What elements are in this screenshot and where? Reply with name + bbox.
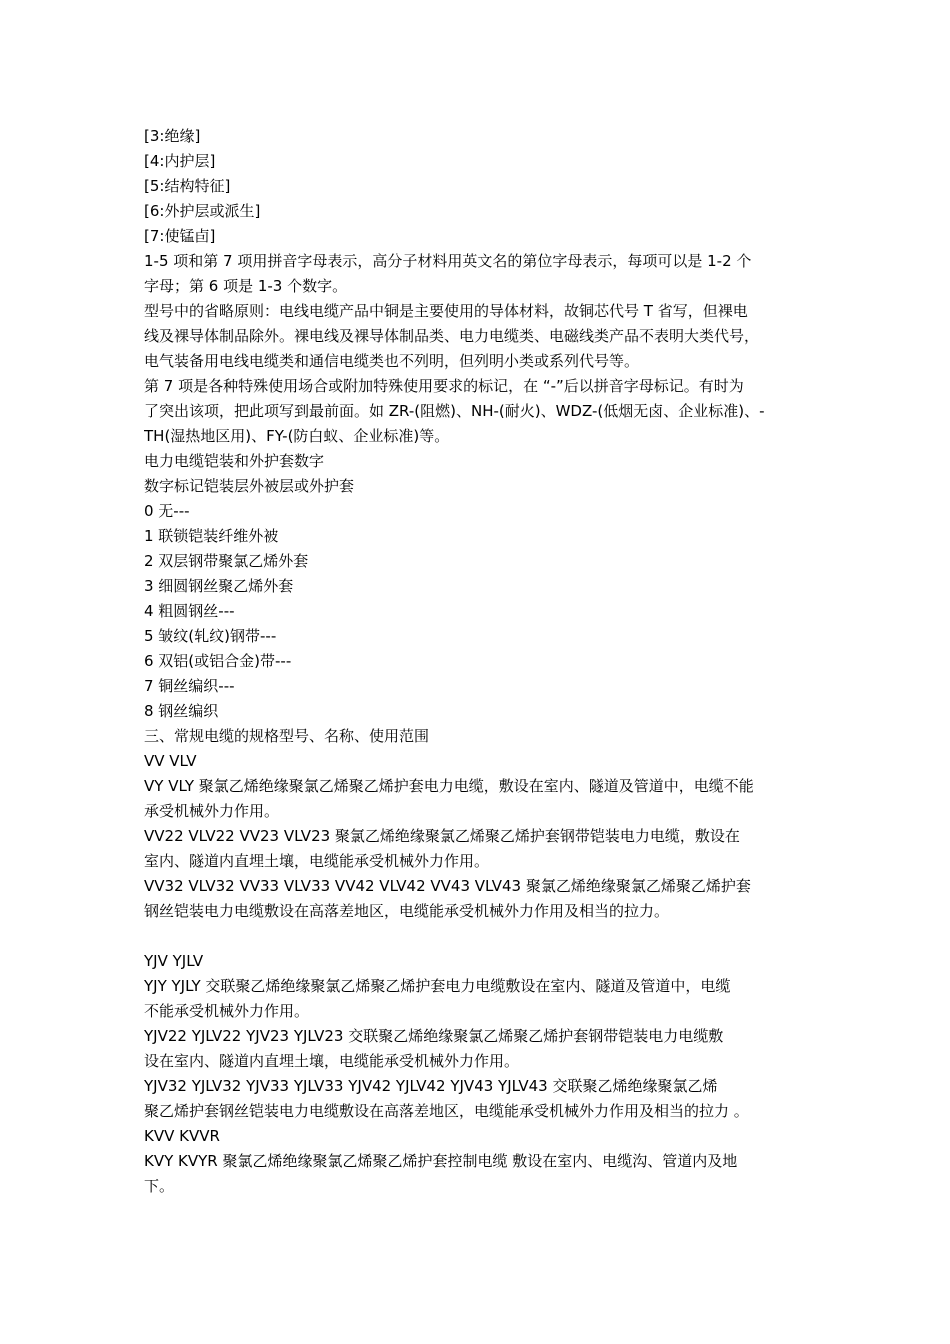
text-line: 线及裸导体制品除外。裸电线及裸导体制品类、电力电缆类、电磁线类产品不表明大类代号，: [144, 327, 760, 345]
text-line: 聚乙烯护套钢丝铠装电力电缆敷设在高落差地区，电缆能承受机械外力作用及相当的拉力 。: [144, 1102, 749, 1120]
list-item: 3 细圆钢丝聚乙烯外套: [144, 577, 294, 595]
list-item: 2 双层钢带聚氯乙烯外套: [144, 552, 309, 570]
text-line: VV22 VLV22 VV23 VLV23 聚氯乙烯绝缘聚氯乙烯聚乙烯护套钢带铠装电力电缆，敷设在: [144, 827, 740, 845]
document-body: [144, 124, 810, 1199]
list-item: 6 双铝(或铝合金)带---: [144, 652, 292, 670]
text-line: YJV32 YJLV32 YJV33 YJLV33 YJV42 YJLV42 YJV43 YJLV43 交联聚乙烯绝缘聚氯乙烯: [144, 1077, 718, 1095]
text-line: 设在室内、隧道内直埋土壤，电缆能承受机械外力作用。: [144, 1052, 520, 1070]
text-line: 室内、隧道内直埋土壤，电缆能承受机械外力作用。: [144, 852, 490, 870]
text-line: KVY KVYR 聚氯乙烯绝缘聚氯乙烯聚乙烯护套控制电缆 敷设在室内、电缆沟、管道内及地: [144, 1152, 738, 1170]
text-line: TH(湿热地区用)、FY-(防白蚁、企业标准)等。: [144, 427, 450, 445]
text-line: 钢丝铠装电力电缆敷设在高落差地区，电缆能承受机械外力作用及相当的拉力。: [144, 902, 670, 920]
list-item: 1 联锁铠装纤维外被: [144, 527, 279, 545]
text-line: YJY YJLY 交联聚乙烯绝缘聚氯乙烯聚乙烯护套电力电缆敷设在室内、隧道及管道中，电缆: [144, 977, 731, 995]
text-line: 电气装备用电线电缆类和通信电缆类也不列明，但列明小类或系列代号等。: [144, 352, 640, 370]
section-heading: 三、常规电缆的规格型号、名称、使用范围: [144, 727, 430, 745]
text-line: [4:内护层]: [144, 152, 216, 170]
model-heading: VV VLV: [144, 752, 197, 770]
text-line: 不能承受机械外力作用。: [144, 1002, 310, 1020]
text-line: 型号中的省略原则：电线电缆产品中铜是主要使用的导体材料，故铜芯代号 T 省写，但裸电: [144, 302, 748, 320]
list-item: 8 钢丝编织: [144, 702, 219, 720]
model-heading: YJV YJLV: [144, 952, 204, 970]
text-line: 第 7 项是各种特殊使用场合或附加特殊使用要求的标记，在 “-”后以拼音字母标记。有时为: [144, 377, 744, 395]
text-line: [6:外护层或派生]: [144, 202, 261, 220]
table-header: 数字标记铠装层外被层或外护套: [144, 477, 355, 495]
text-line: VV32 VLV32 VV33 VLV33 VV42 VLV42 VV43 VLV43 聚氯乙烯绝缘聚氯乙烯聚乙烯护套: [144, 877, 751, 895]
section-heading: 电力电缆铠装和外护套数字: [144, 452, 325, 470]
text-line: YJV22 YJLV22 YJV23 YJLV23 交联聚乙烯绝缘聚氯乙烯聚乙烯护套钢带铠装电力电缆敷: [144, 1027, 724, 1045]
text-line: [5:结构特征]: [144, 177, 231, 195]
list-item: 0 无---: [144, 502, 190, 520]
text-line: [7:使锰卣]: [144, 227, 216, 245]
text-line: 了突出该项，把此项写到最前面。如 ZR-(阻燃)、NH-(耐火)、WDZ-(低烟无卤、企业标准)、-: [144, 402, 765, 420]
text-line: 字母；第 6 项是 1-3 个数字。: [144, 277, 348, 295]
list-item: 7 铜丝编织---: [144, 677, 235, 695]
text-line: VY VLY 聚氯乙烯绝缘聚氯乙烯聚乙烯护套电力电缆，敷设在室内、隧道及管道中，电缆不能: [144, 777, 754, 795]
text-line: [3:绝缘]: [144, 127, 201, 145]
text-line: 下。: [144, 1177, 175, 1195]
blank-line: [144, 924, 810, 949]
text-line: 1-5 项和第 7 项用拼音字母表示，高分子材料用英文名的第位字母表示，每项可以是 1-2 个: [144, 252, 752, 270]
list-item: 5 皱纹(轧纹)钢带---: [144, 627, 277, 645]
list-item: 4 粗圆钢丝---: [144, 602, 235, 620]
model-heading: KVV KVVR: [144, 1127, 220, 1145]
text-line: 承受机械外力作用。: [144, 802, 280, 820]
